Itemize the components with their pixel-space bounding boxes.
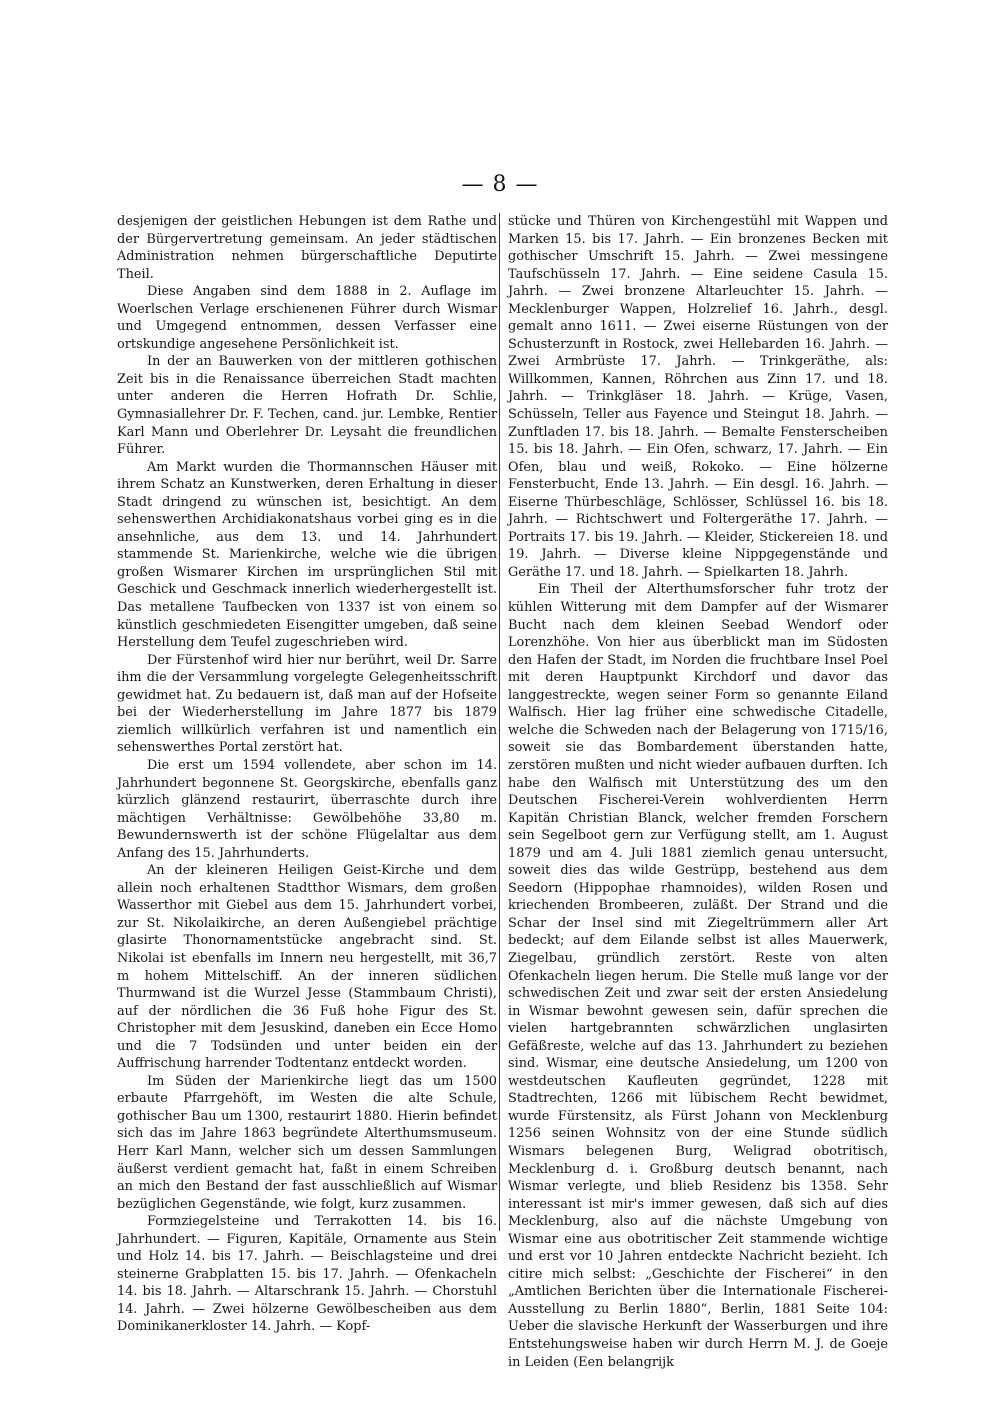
- paragraph: Die erst um 1594 vollendete, aber schon im 14. Jahrhundert begonnene St. Georgskirche, ebenfalls ganz kürzlich glänzend restaurirt, überraschte durch ihre mächtigen Verhältnisse: Gewölbehöhe 33,80 m. Bewundernswerth ist der schöne Flügelaltar aus dem Anfang des 15. Jahrhunderts.: [117, 757, 497, 861]
- paragraph: An der kleineren Heiligen Geist-Kirche und dem allein noch erhaltenen Stadtthor Wismars, dem großen Wasserthor mit Giebel aus dem 15. Jahrhundert vorbei, zur St. Nikolaikirche, an deren Außengiebel prächtige glasirte Thonornamentstücke angebracht sind. St. Nikolai ist ebenfalls im Innern neu hergestellt, mit 36,7 m hohem Mittelschiff. An der inneren südlichen Thurmwand ist die Wurzel Jesse (Stammbaum Christi), auf der nördlichen die 36 Fuß hohe Figur des St. Christopher mit dem Jesuskind, daneben ein Ecce Homo und die 7 Todsünden und unter beiden ein der Auffrischung harrender Todtentanz entdeckt worden.: [117, 863, 497, 1072]
- paragraph: Diese Angaben sind dem 1888 in 2. Auflage im Woerlschen Verlage erschienenen Führer durch Wismar und Umgegend entnommen, dessen Verfasser eine ortskundige angesehene Persönlichkeit ist.: [117, 284, 497, 352]
- paragraph: In der an Bauwerken von der mittleren gothischen Zeit bis in die Renaissance überreichen Stadt machten unter anderen die Herren Hofrath Dr. Schlie, Gymnasiallehrer Dr. F. Techen, cand. jur. Lembke, Rentier Karl Mann und Oberlehrer Dr. Leysaht die freundlichen Führer.: [117, 354, 497, 458]
- paragraph: Im Süden der Marienkirche liegt das um 1500 erbaute Pfarrgehöft, im Westen die alte Schule, gothischer Bau um 1300, restaurirt 1880. Hierin befindet sich das im Jahre 1863 begründete Alterthumsmuseum. Herr Karl Mann, welcher sich um dessen Sammlungen äußerst verdient gemacht hat, faßt in einem Schreiben an mich den Bestand der fast ausschließlich auf Wismar bezüglichen Gegenstände, wie folgt, kurz zusammen.: [117, 1073, 497, 1212]
- paragraph: stücke und Thüren von Kirchengestühl mit Wappen und Marken 15. bis 17. Jahrh. — Ein bronzenes Becken mit gothischer Umschrift 15. Jahrh. — Zwei messingene Taufschüsseln 17. Jahrh. — Eine seidene Casula 15. Jahrh. — Zwei bronzene Altarleuchter 15. Jahrh. — Mecklenburger Wappen, Holzrelief 16. Jahrh., desgl. gemalt anno 1611. — Zwei eiserne Rüstungen von der Schusterzunft in Rostock, zwei Hellebarden 16. Jahrh. — Zwei Armbrüste 17. Jahrh. — Trinkgeräthe, als: Willkommen, Kannen, Röhrchen aus Zinn 17. und 18. Jahrh. — Trinkgläser 18. Jahrh. — Krüge, Vasen, Schüsseln, Teller aus Fayence und Steingut 18. Jahrh. — Zunftladen 17. bis 18. Jahrh. — Bemalte Fensterscheiben 15. bis 18. Jahrh. — Ein Ofen, schwarz, 17. Jahrh. — Ein Ofen, blau und weiß, Rokoko. — Eine hölzerne Fensterbucht, Ende 13. Jahrh. — Ein desgl. 16. Jahrh. — Eiserne Thürbeschläge, Schlösser, Schlüssel 16. bis 18. Jahrh. — Richtschwert und Foltergeräthe 17. Jahrh. — Portraits 17. bis 19. Jahrh. — Kleider, Stickereien 18. und 19. Jahrh. — Diverse kleine Nippgegenstände und Geräthe 17. und 18. Jahrh. — Spielkarten 18. Jahrh.: [508, 214, 888, 580]
- page-number: — 8 —: [461, 172, 539, 197]
- paragraph: Am Markt wurden die Thormannschen Häuser mit ihrem Schatz an Kunstwerken, deren Erhaltung in dieser Stadt dringend zu wünschen ist, besichtigt. An dem sehenswerthen Archidiakonatshaus vorbei ging es in die ansehnliche, aus dem 13. und 14. Jahrhundert stammende St. Marienkirche, welche wie die übrigen großen Wismarer Kirchen im ursprünglichen Stil mit Geschick und Geschmack innerlich wiederhergestellt ist. Das metallene Taufbecken von 1337 ist von einem so künstlich geschmiedeten Eisengitter umgeben, daß seine Herstellung dem Teufel zugeschrieben wird.: [117, 459, 497, 651]
- column-divider: [499, 213, 500, 1231]
- paragraph: Der Fürstenhof wird hier nur berührt, weil Dr. Sarre ihm die der Versammlung vorgelegte Gelegenheitsschrift gewidmet hat. Zu bedauern ist, daß man auf der Hofseite bei der Wiederherstellung im Jahre 1877 bis 1879 ziemlich willkürlich verfahren ist und namentlich ein sehenswerthes Portal zerstört hat.: [117, 652, 497, 756]
- paragraph: Ein Theil der Alterthumsforscher fuhr trotz der kühlen Witterung mit dem Dampfer auf der Wismarer Bucht nach dem kleinen Seebad Wendorf oder Lorenzhöhe. Von hier aus überblickt man im Südosten den Hafen der Stadt, im Norden die fruchtbare Insel Poel mit deren Hauptpunkt Kirchdorf und davor das langgestreckte, wegen seiner Form so genannte Eiland Walfisch. Hier lag früher eine schwedische Citadelle, welche die Schweden nach der Belagerung von 1715/16, soweit sie das Bombardement überstanden hatte, zerstören mußten und nicht wieder aufbauen durften. Ich habe den Walfisch mit Unterstützung des um den Deutschen Fischerei-Verein wohlverdienten Herrn Kapitän Christian Blanck, welcher fremden Forschern sein Segelboot gern zur Verfügung stellt, am 1. August 1879 und am 4. Juli 1881 ziemlich genau untersucht, soweit dies das wilde Gestrüpp, bestehend aus dem Seedorn (Hippophae rhamnoides), wilden Rosen und kriechenden Brombeeren, zuläßt. Der Strand und die Schar der Insel sind mit Ziegeltrümmern aller Art bedeckt; auf dem Eilande selbst ist alles Mauerwerk, Ziegelbau, gründlich zerstört. Reste von alten Ofenkacheln liegen herum. Die Stelle muß lange vor der schwedischen Zeit und zwar seit der ersten Ansiedelung in Wismar bewohnt gewesen sein, dafür sprechen die vielen hartgebrannten schwärzlichen unglasirten Gefäßreste, welche auf das 13. Jahrhundert zu beziehen sind. Wismar, eine deutsche Ansiedelung, um 1200 von westdeutschen Kaufleuten gegründet, 1228 mit Stadtrechten, 1266 mit lübischem Recht bewidmet, wurde Fürstensitz, als Fürst Johann von Mecklenburg 1256 seinen Wohnsitz von der eine Stunde südlich Wismars belegenen Burg, Weligrad obotritisch, Mecklenburg d. i. Großburg deutsch benannt, nach Wismar verlegte, und blieb Residenz bis 1358. Sehr interessant ist mir's immer gewesen, daß sich auf dies Mecklenburg, also auf die nächste Umgebung von Wismar eine aus obotritischer Zeit stammende wichtige und erst vor 10 Jahren entdeckte Nachricht bezieht. Ich citire mich selbst: „Geschichte der Fischerei“ in den „Amtlichen Berichten über die Internationale Fischerei-Ausstellung zu Berlin 1880“, Berlin, 1881 Seite 104: Ueber die slavische Herkunft der Wasserburgen und ihre Entstehungsweise haben wir durch Herrn M. J. de Goeje in Leiden (Een belangrijk: [508, 582, 888, 1370]
- right-column: [508, 213, 888, 1371]
- left-column: [117, 213, 497, 1336]
- paragraph: Formziegelsteine und Terrakotten 14. bis 16. Jahrhundert. — Figuren, Kapitäle, Ornamente aus Stein und Holz 14. bis 17. Jahrh. — Beischlagsteine und drei steinerne Grabplatten 15. bis 17. Jahrh. — Ofenkacheln 14. bis 18. Jahrh. — Altarschrank 15. Jahrh. — Chorstuhl 14. Jahrh. — Zwei hölzerne Gewölbescheiben aus dem Dominikanerkloster 14. Jahrh. — Kopf-: [117, 1214, 497, 1335]
- paragraph: desjenigen der geistlichen Hebungen ist dem Rathe und der Bürgervertretung gemeinsam. An jeder städtischen Administration nehmen bürgerschaftliche Deputirte Theil.: [117, 214, 497, 282]
